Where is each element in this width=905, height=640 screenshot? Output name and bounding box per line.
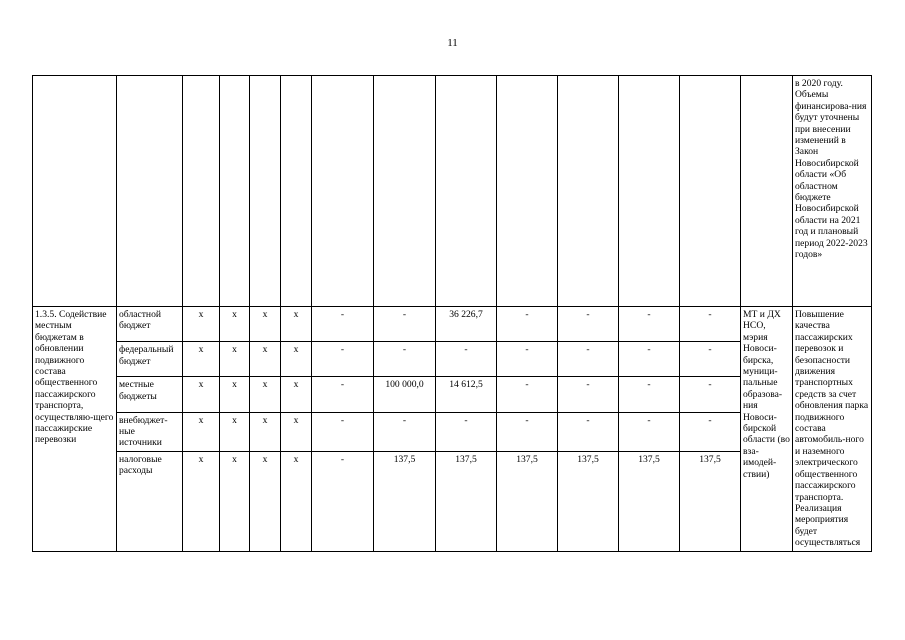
value-cell: - <box>374 307 436 342</box>
value-cell: - <box>680 307 741 342</box>
value-cell: х <box>220 451 250 551</box>
value-cell: х <box>250 377 281 412</box>
top-note-cell: в 2020 году. Объемы финансирова-ния будут уточнены при внесении изменений в Закон Новосибирской области «Об областном бюджете Новосибирской области на 2021 год и плановый период 2022-2023 годов» <box>793 76 872 307</box>
value-cell: - <box>436 412 497 451</box>
value-cell: х <box>220 342 250 377</box>
value-cell: х <box>183 451 220 551</box>
result-cell: Повышение качества пассажирских перевозок и безопасности движения транспортных средств за счет обновления парка подвижного состава автомобиль-ного и наземного электрического общественного пассажирского транспорта. Реализация мероприятия будет осуществляться <box>793 307 872 552</box>
value-cell: х <box>250 451 281 551</box>
source-cell: областной бюджет <box>117 307 183 342</box>
value-cell: х <box>250 412 281 451</box>
value-cell: 137,5 <box>619 451 680 551</box>
table-row <box>33 307 872 342</box>
value-cell: 36 226,7 <box>436 307 497 342</box>
value-cell: х <box>281 377 312 412</box>
measure-cell: 1.3.5. Содействие местным бюджетам в обновлении подвижного состава общественного пассажирского транспорта, осуществляю-щего пассажирские перевозки <box>33 307 117 552</box>
source-cell: внебюджет-ные источники <box>117 412 183 451</box>
value-cell: х <box>220 412 250 451</box>
value-cell: 137,5 <box>497 451 558 551</box>
value-cell: - <box>312 451 374 551</box>
value-cell: 137,5 <box>558 451 619 551</box>
value-cell: х <box>183 377 220 412</box>
source-cell: налоговые расходы <box>117 451 183 551</box>
value-cell: - <box>497 307 558 342</box>
value-cell: х <box>250 342 281 377</box>
value-cell: - <box>558 377 619 412</box>
value-cell: - <box>558 342 619 377</box>
value-cell: х <box>281 307 312 342</box>
value-cell: х <box>281 342 312 377</box>
value-cell: - <box>374 412 436 451</box>
value-cell: - <box>312 342 374 377</box>
value-cell: х <box>183 307 220 342</box>
value-cell: - <box>497 377 558 412</box>
program-table <box>32 75 872 552</box>
value-cell: - <box>619 342 680 377</box>
value-cell: - <box>436 342 497 377</box>
value-cell: - <box>312 412 374 451</box>
value-cell: - <box>680 412 741 451</box>
value-cell: х <box>250 307 281 342</box>
value-cell: х <box>281 451 312 551</box>
value-cell: 137,5 <box>374 451 436 551</box>
value-cell: х <box>220 377 250 412</box>
value-cell: - <box>680 377 741 412</box>
value-cell: 137,5 <box>680 451 741 551</box>
value-cell: - <box>558 412 619 451</box>
value-cell: х <box>183 412 220 451</box>
value-cell: х <box>281 412 312 451</box>
value-cell: - <box>497 342 558 377</box>
value-cell: 100 000,0 <box>374 377 436 412</box>
value-cell: - <box>312 307 374 342</box>
value-cell: - <box>558 307 619 342</box>
value-cell: 14 612,5 <box>436 377 497 412</box>
value-cell: - <box>680 342 741 377</box>
value-cell: 137,5 <box>436 451 497 551</box>
value-cell: - <box>619 307 680 342</box>
executor-cell: МТ и ДХ НСО, мэрия Новоси-бирска, муници-пальные образова-ния Новоси-бирской области (во вза-имодей-ствии) <box>741 307 793 552</box>
page-number: 11 <box>447 37 458 49</box>
value-cell: х <box>220 307 250 342</box>
value-cell: - <box>497 412 558 451</box>
value-cell: - <box>619 412 680 451</box>
table-row <box>33 76 872 307</box>
value-cell: - <box>619 377 680 412</box>
value-cell: х <box>183 342 220 377</box>
source-cell: федеральный бюджет <box>117 342 183 377</box>
value-cell: - <box>374 342 436 377</box>
source-cell: местные бюджеты <box>117 377 183 412</box>
value-cell: - <box>312 377 374 412</box>
